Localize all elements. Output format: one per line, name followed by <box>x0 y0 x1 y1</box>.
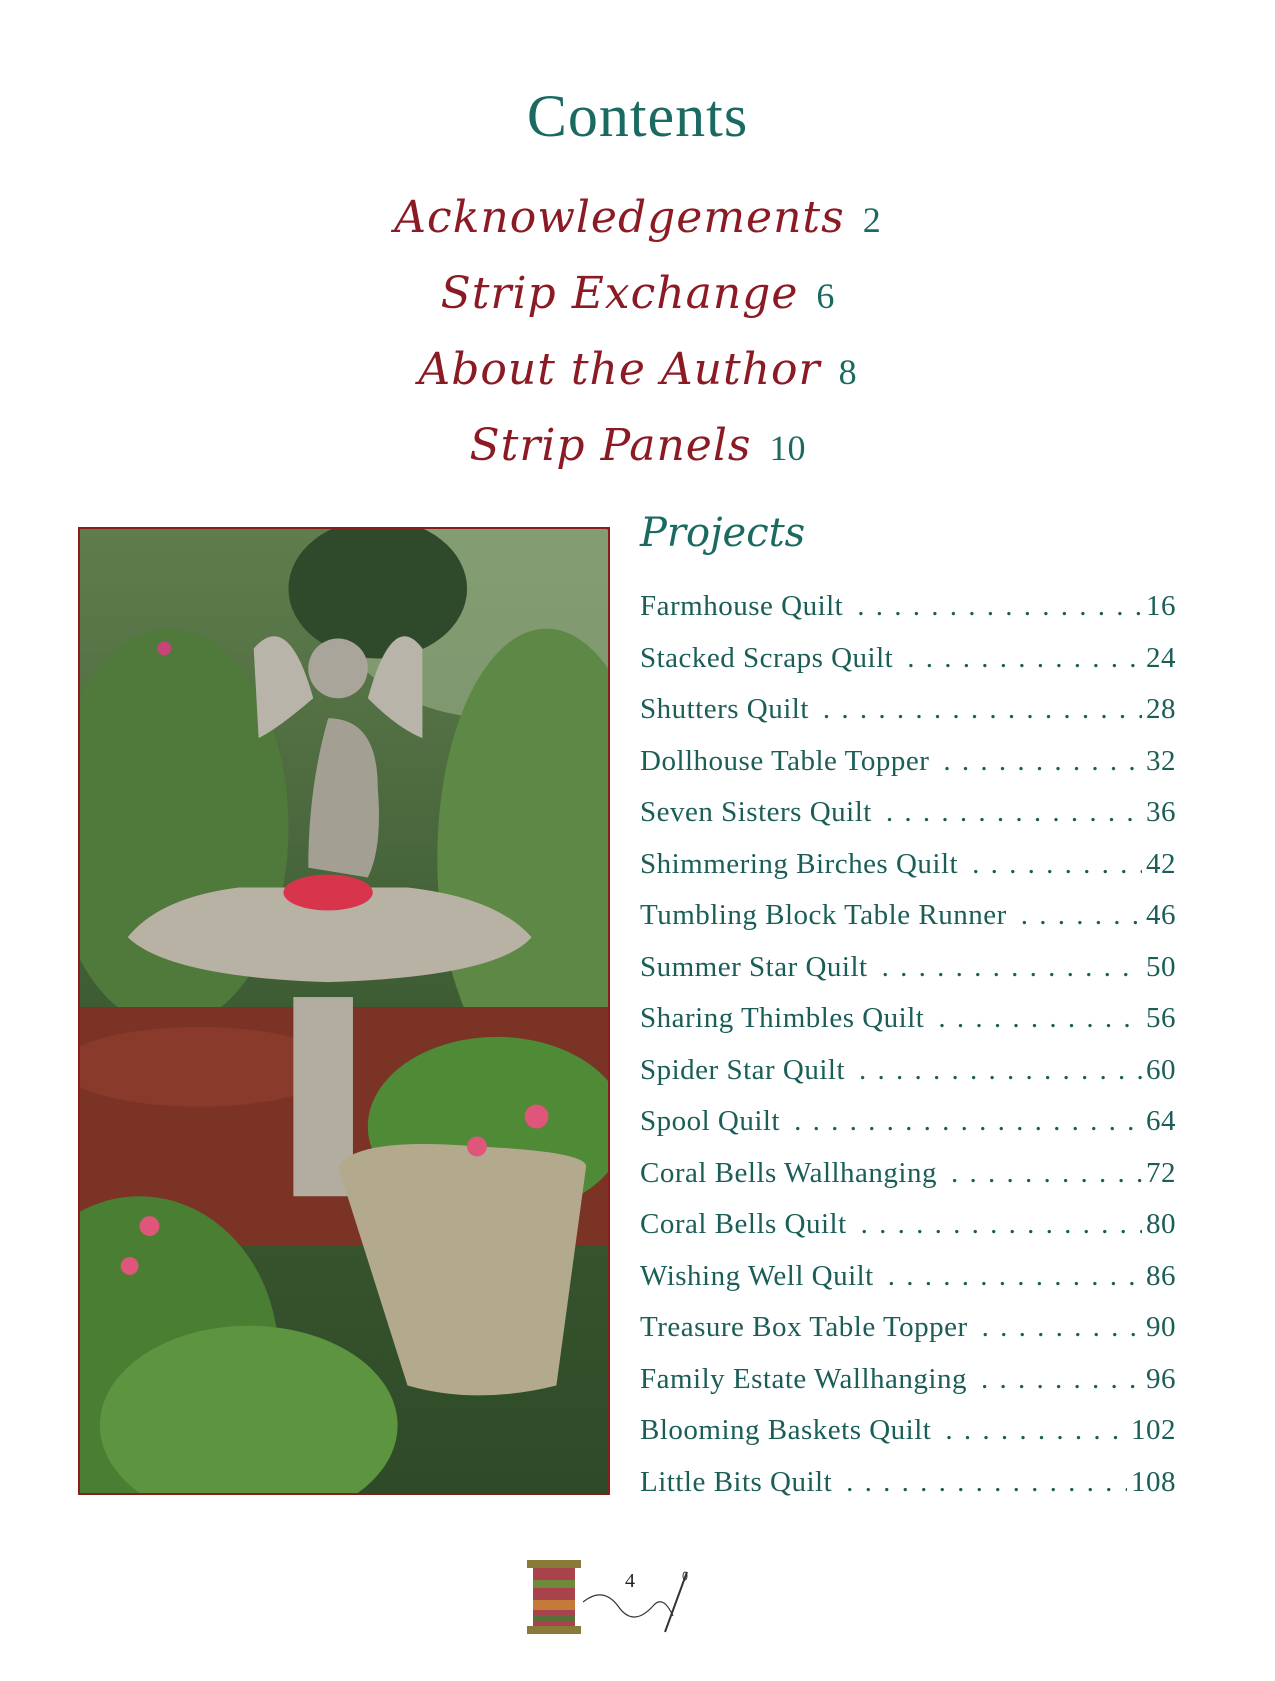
toc-entry-about-the-author[interactable] <box>0 332 1275 408</box>
dot-leader <box>888 1260 1142 1293</box>
toc-entry-label: Strip Panels <box>469 420 752 471</box>
project-page: 64 <box>1146 1105 1176 1137</box>
project-page: 16 <box>1146 590 1176 622</box>
project-page: 80 <box>1146 1208 1176 1240</box>
project-page: 72 <box>1146 1156 1176 1189</box>
project-page: 56 <box>1146 1002 1176 1034</box>
project-name: Blooming Baskets Quilt <box>640 1414 932 1446</box>
project-name: Spider Star Quilt <box>640 1053 846 1086</box>
front-matter-list <box>0 180 1275 484</box>
project-page: 86 <box>1146 1259 1176 1292</box>
project-entry[interactable] <box>640 1466 1176 1518</box>
project-page: 108 <box>1131 1465 1176 1498</box>
project-page: 32 <box>1146 744 1176 777</box>
project-entry[interactable] <box>640 1054 1176 1106</box>
dot-leader <box>846 1466 1127 1499</box>
project-entry[interactable] <box>640 1157 1176 1209</box>
project-name: Family Estate Wallhanging <box>640 1362 967 1395</box>
dot-leader <box>861 1208 1142 1241</box>
project-name: Coral Bells Quilt <box>640 1208 847 1240</box>
project-entry[interactable] <box>640 1105 1176 1157</box>
garden-angel-birdbath-image <box>80 529 608 1493</box>
dot-leader <box>859 1054 1142 1087</box>
toc-entry-label: Acknowledgements <box>394 192 845 243</box>
project-name: Summer Star Quilt <box>640 950 868 983</box>
dot-leader <box>945 1414 1127 1447</box>
project-page: 24 <box>1146 641 1176 674</box>
project-entry[interactable] <box>640 1311 1176 1363</box>
project-entry[interactable] <box>640 693 1176 745</box>
project-name: Shimmering Birches Quilt <box>640 847 959 880</box>
dot-leader <box>972 848 1142 881</box>
project-page: 90 <box>1146 1311 1176 1343</box>
project-entry[interactable] <box>640 899 1176 951</box>
toc-entry-page: 10 <box>769 428 806 468</box>
project-page: 60 <box>1146 1053 1176 1086</box>
project-entry[interactable] <box>640 1002 1176 1054</box>
toc-entry-acknowledgements[interactable] <box>0 180 1275 256</box>
project-page: 28 <box>1146 693 1176 725</box>
dot-leader <box>943 745 1142 778</box>
project-name: Little Bits Quilt <box>640 1465 833 1498</box>
toc-entry-strip-panels[interactable] <box>0 408 1275 484</box>
project-name: Stacked Scraps Quilt <box>640 641 894 674</box>
project-page: 102 <box>1131 1414 1176 1446</box>
toc-entry-page: 2 <box>862 200 881 240</box>
project-name: Spool Quilt <box>640 1105 781 1137</box>
project-name: Farmhouse Quilt <box>640 590 844 622</box>
projects-list <box>640 590 1176 1517</box>
dot-leader <box>882 951 1142 984</box>
dot-leader <box>794 1105 1142 1138</box>
project-name: Coral Bells Wallhanging <box>640 1156 937 1189</box>
project-entry[interactable] <box>640 848 1176 900</box>
project-page: 96 <box>1146 1362 1176 1395</box>
project-entry[interactable] <box>640 951 1176 1003</box>
toc-entry-page: 8 <box>838 352 857 392</box>
dot-leader <box>907 642 1142 675</box>
project-entry[interactable] <box>640 745 1176 797</box>
project-page: 36 <box>1146 796 1176 828</box>
toc-entry-page: 6 <box>816 276 835 316</box>
dot-leader <box>938 1002 1142 1035</box>
project-entry[interactable] <box>640 1414 1176 1466</box>
project-page: 46 <box>1146 899 1176 931</box>
project-entry[interactable] <box>640 796 1176 848</box>
needle-thread-icon <box>583 1566 693 1636</box>
project-name: Tumbling Block Table Runner <box>640 899 1007 931</box>
project-name: Treasure Box Table Topper <box>640 1311 968 1343</box>
page-number: 4 <box>625 1570 635 1592</box>
project-entry[interactable] <box>640 1208 1176 1260</box>
dot-leader <box>823 693 1142 726</box>
dot-leader <box>886 796 1142 829</box>
project-entry[interactable] <box>640 1363 1176 1415</box>
projects-heading: Projects <box>640 510 806 556</box>
project-name: Wishing Well Quilt <box>640 1259 874 1292</box>
page-footer <box>525 1560 695 1638</box>
toc-entry-label: About the Author <box>418 344 821 395</box>
project-name: Sharing Thimbles Quilt <box>640 1002 925 1034</box>
project-entry[interactable] <box>640 642 1176 694</box>
project-entry[interactable] <box>640 1260 1176 1312</box>
project-page: 42 <box>1146 847 1176 880</box>
dot-leader <box>982 1311 1142 1344</box>
project-entry[interactable] <box>640 590 1176 642</box>
toc-entry-label: Strip Exchange <box>440 268 799 319</box>
garden-photo <box>78 527 610 1495</box>
toc-entry-strip-exchange[interactable] <box>0 256 1275 332</box>
project-name: Dollhouse Table Topper <box>640 744 930 777</box>
dot-leader <box>857 590 1142 623</box>
dot-leader <box>1021 899 1142 932</box>
project-name: Seven Sisters Quilt <box>640 796 872 828</box>
dot-leader <box>951 1157 1142 1190</box>
project-page: 50 <box>1146 950 1176 983</box>
dot-leader <box>981 1363 1142 1396</box>
page-title: Contents <box>526 83 749 149</box>
thread-spool-icon <box>525 1560 583 1634</box>
project-name: Shutters Quilt <box>640 693 809 725</box>
